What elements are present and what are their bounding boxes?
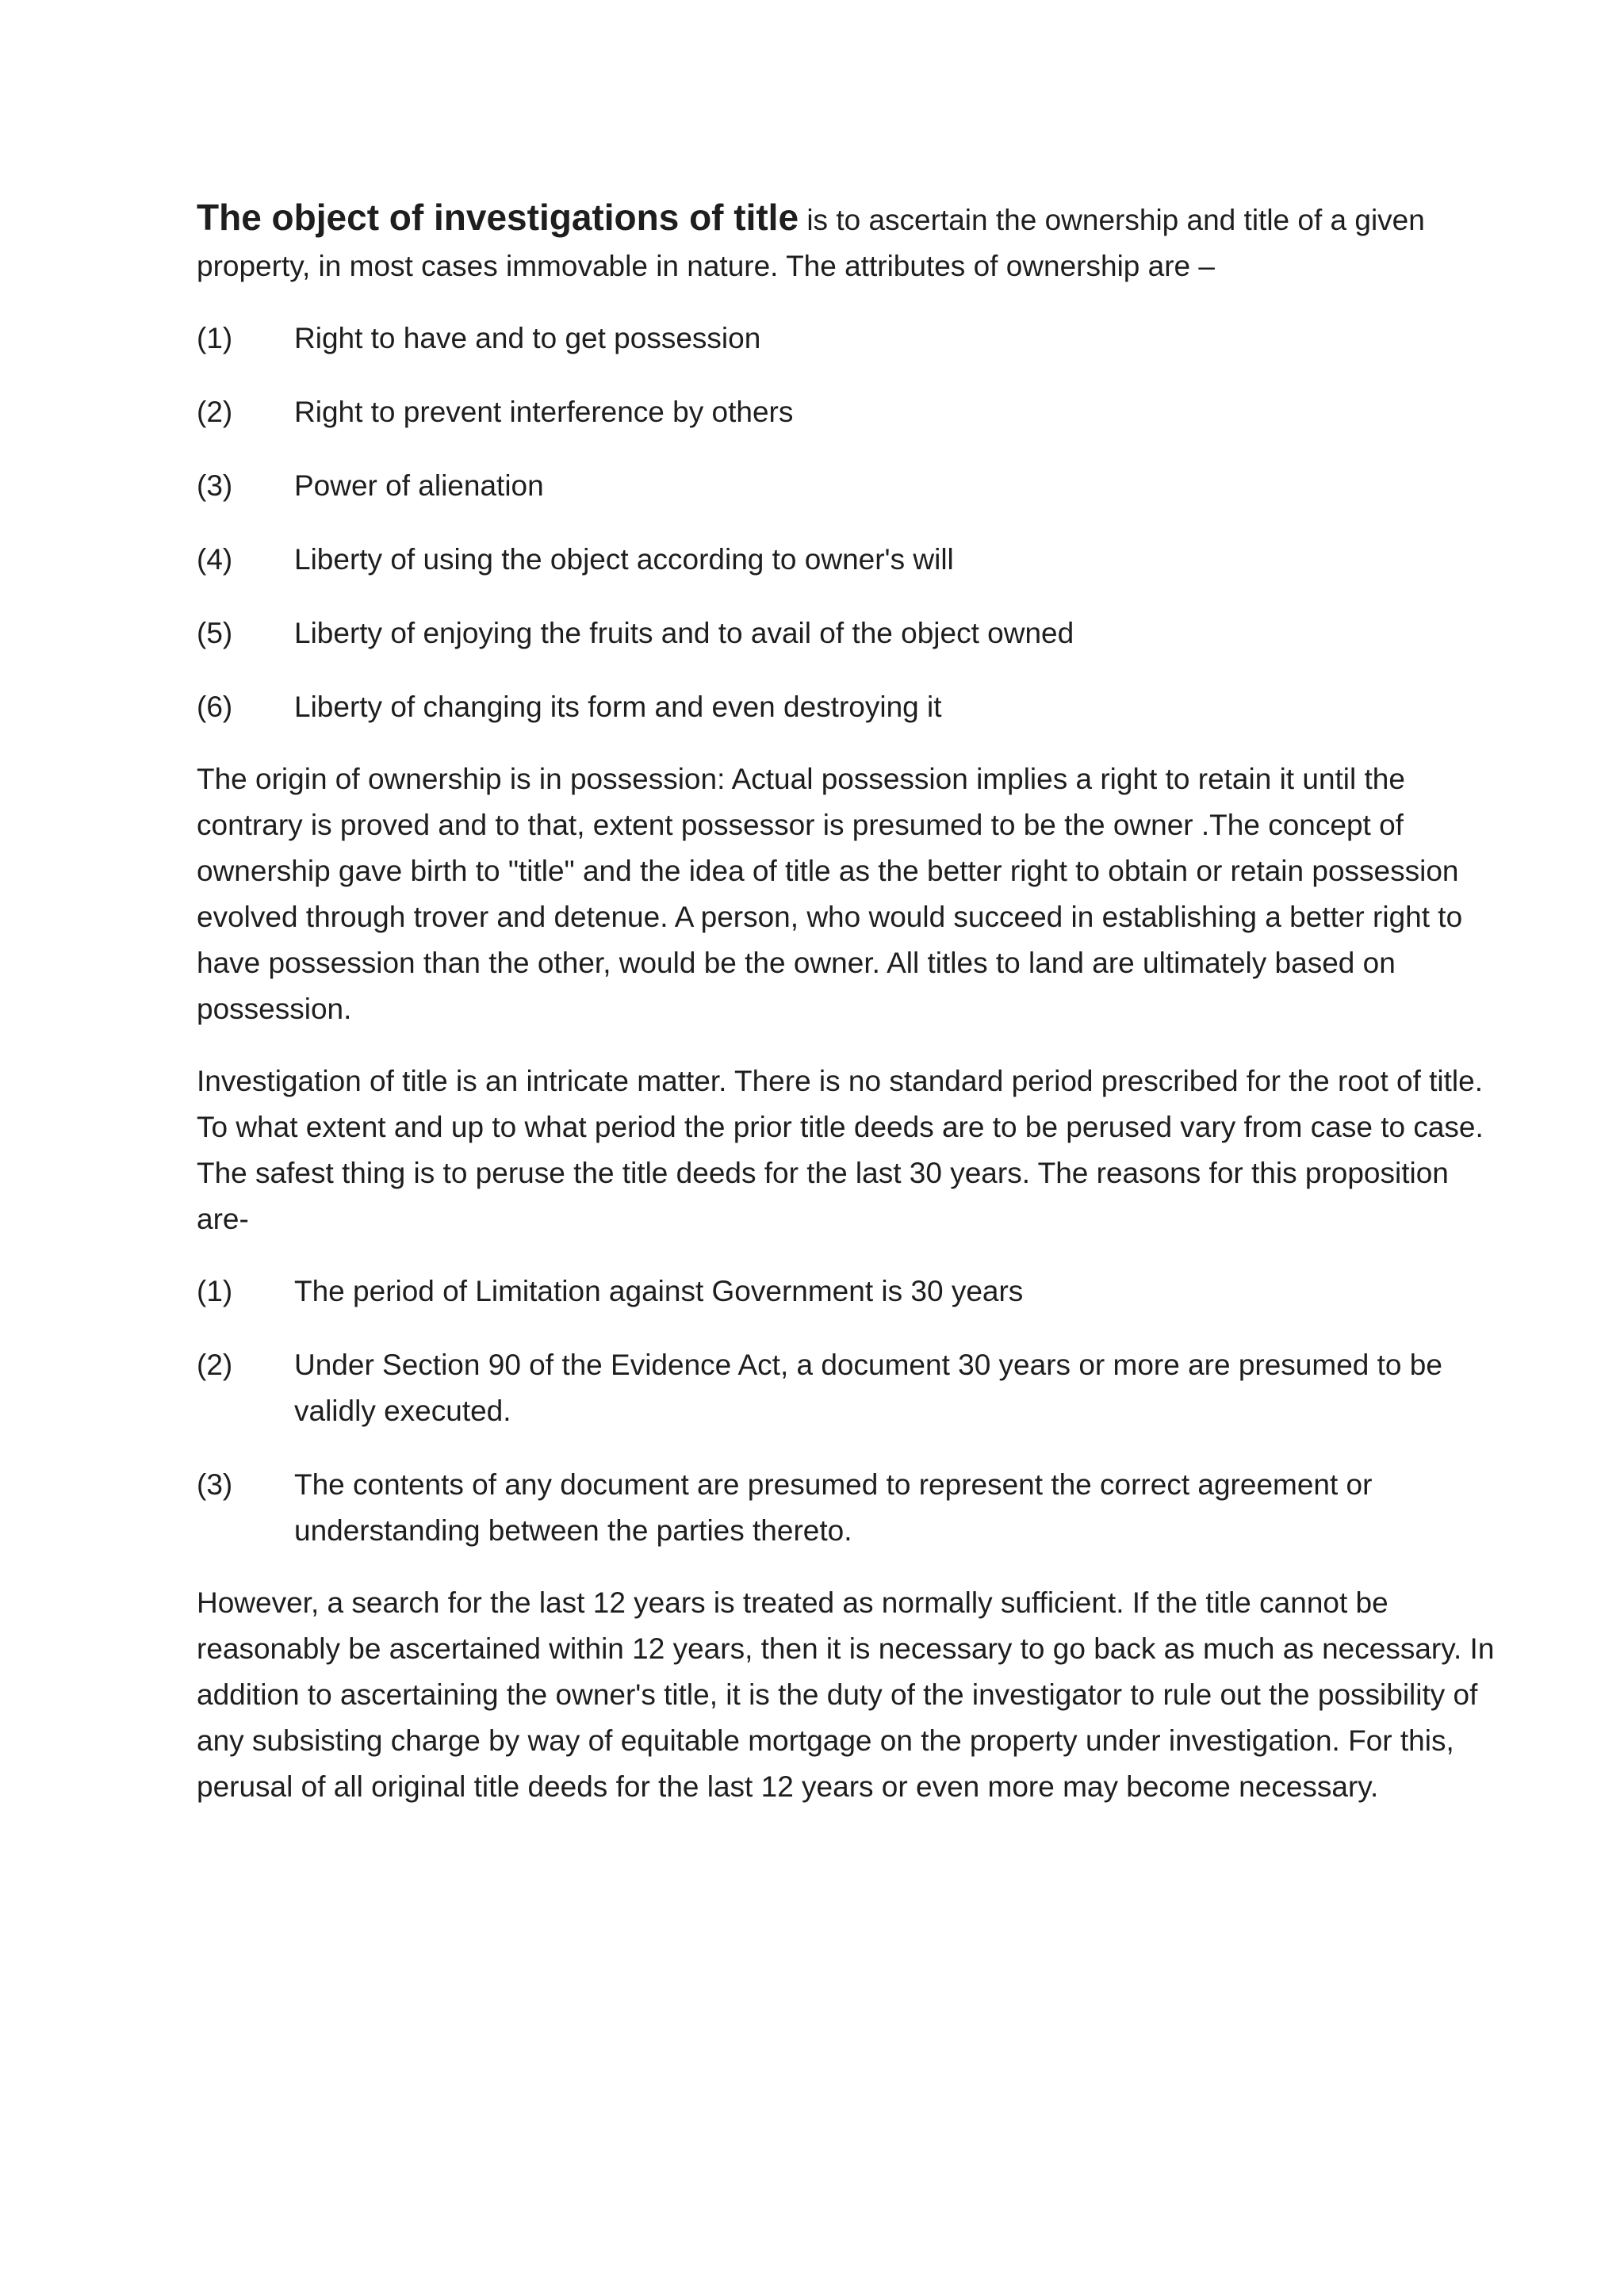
list-item-text: Under Section 90 of the Evidence Act, a document 30 years or more are presumed to be validly executed. bbox=[294, 1349, 1442, 1427]
list-item-text: Right to have and to get possession bbox=[294, 322, 761, 354]
list-item bbox=[197, 389, 1497, 435]
list-item-text: Liberty of changing its form and even destroying it bbox=[294, 691, 942, 723]
origin-paragraph: The origin of ownership is in possession: Actual possession implies a right to retain it until the contrary is proved and to that, extent possessor is presumed to be the owner .The concept of ownership gave birth to "title" and the idea of title as the better right to obtain or retain possession evolved through trover and detenue. A person, who would succeed in establishing a better right to have possession than the other, would be the owner. All titles to land are ultimately based on possession. bbox=[197, 763, 1463, 1025]
list-item bbox=[197, 1269, 1497, 1314]
list-item bbox=[197, 684, 1497, 730]
list-item-text: The period of Limitation against Government is 30 years bbox=[294, 1275, 1024, 1307]
list-item bbox=[197, 1342, 1497, 1434]
list-item-number: (1) bbox=[197, 1275, 233, 1307]
list-item-text: Right to prevent interference by others bbox=[294, 396, 794, 428]
list-item-number: (6) bbox=[197, 691, 233, 723]
intro-paragraph bbox=[197, 194, 1497, 289]
list-item-text: Liberty of using the object according to owner's will bbox=[294, 543, 954, 576]
list-item bbox=[197, 463, 1497, 509]
ownership-attributes-list bbox=[197, 316, 1497, 730]
list-item-text: The contents of any document are presumed to represent the correct agreement or understanding between the parties thereto. bbox=[294, 1468, 1373, 1547]
investigation-paragraph: Investigation of title is an intricate matter. There is no standard period prescribed for the root of title. To what extent and up to what period the prior title deeds are to be perused vary from case to case. The safest thing is to peruse the title deeds for the last 30 years. The reasons for this proposition are- bbox=[197, 1065, 1484, 1235]
list-item-number: (3) bbox=[197, 469, 233, 502]
document-page bbox=[197, 194, 1497, 1836]
list-item-number: (1) bbox=[197, 322, 233, 354]
list-item-number: (5) bbox=[197, 617, 233, 649]
reasons-list bbox=[197, 1269, 1497, 1554]
list-item-number: (2) bbox=[197, 1349, 233, 1381]
list-item bbox=[197, 610, 1497, 656]
list-item bbox=[197, 1462, 1497, 1554]
list-item-text: Power of alienation bbox=[294, 469, 544, 502]
list-item bbox=[197, 537, 1497, 583]
intro-lead-heading: The object of investigations of title bbox=[197, 197, 799, 238]
intro-text: is to ascertain the ownership and title of a given property, in most cases immovable in nature. The attributes of ownership are – bbox=[197, 204, 1425, 282]
list-item-number: (4) bbox=[197, 543, 233, 576]
list-item-number: (2) bbox=[197, 396, 233, 428]
list-item-number: (3) bbox=[197, 1468, 233, 1501]
search-paragraph: However, a search for the last 12 years is treated as normally sufficient. If the title cannot be reasonably be ascertained within 12 years, then it is necessary to go back as much as necessary. In addition to ascertaining the owner's title, it is the duty of the investigator to rule out the possibility of any subsisting charge by way of equitable mortgage on the property under investigation. For this, perusal of all original title deeds for the last 12 years or even more may become necessary. bbox=[197, 1586, 1495, 1803]
list-item-text: Liberty of enjoying the fruits and to avail of the object owned bbox=[294, 617, 1074, 649]
list-item bbox=[197, 316, 1497, 362]
